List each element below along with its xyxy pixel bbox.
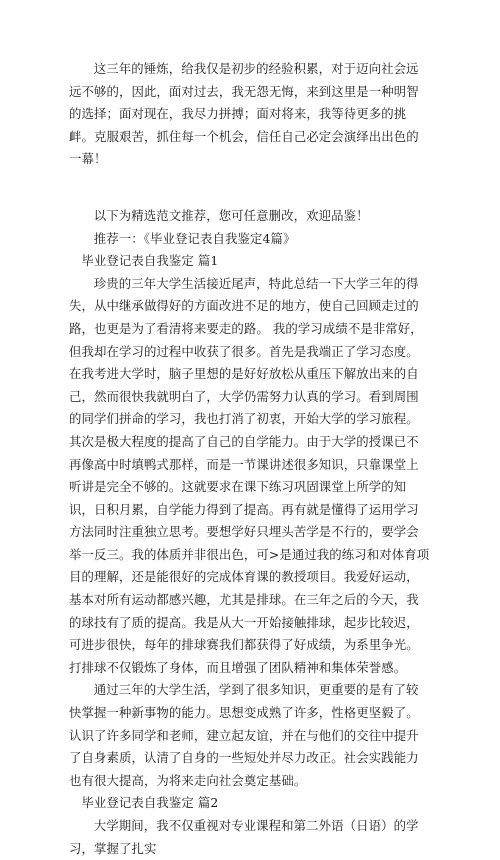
paragraph-section-1-summary: 通过三年的大学生活，学到了很多知识，更重要的是有了较快掌握一种新事物的能力。思想变成熟了许多，性格更坚毅了。认识了许多同学和老师，建立起友谊，并在与他们的交往中提升了自身素质，认清了自身的一些短处并尽力改正。社会实践能力也有很大提高，为将来走向社会奠定基础。	[69, 682, 419, 788]
paragraph-closing: 这三年的锤炼，给我仅是初步的经验积累，对于迈向社会远远不够的，因此，面对过去，我无怨无悔，来到这里是一种明智的选择；面对现在，我尽力拼搏；面对将来，我等待更多的挑衅。克服艰苦，抓住每一个机会，信任自己必定会演绎出出色的一幕！	[69, 61, 419, 167]
paragraph-section-1: 珍贵的三年大学生活接近尾声，特此总结一下大学三年的得失，从中继承做得好的方面改进不足的地方，使自己回顾走过的路，也更是为了看清将来要走的路。 我的学习成绩不是非常好，但我却在学习的过程中收获了很多。首先是我端正了学习态度。在我考进大学时，脑子里想的是好好放松从重压下解放出来的自己，然而很快我就明白了，大学仍需努力认真的学习。看到周围的同学们拼命的学习，我也打消了初衷，开始大学的学习旅程。其次是极大程度的提高了自己的自学能力。由于大学的授课已不再像高中时填鸭式那样，而是一节课讲述很多知识，只靠课堂上听讲是完全不够的。这就要求在课下练习巩固课堂上所学的知识，日积月累，自学能力得到了提高。再有就是懂得了运用学习方法同时注重独立思考。要想学好只埋头苦学是不行的，要学会举一反三。我的体质并非很出色，可>是通过我的练习和对体育项目的理解，还是能很好的完成体育课的教授项目。我爱好运动，基本对所有运动都感兴趣，尤其是排球。在三年之后的今天，我的球技有了质的提高。我是从大一开始接触排球，起步比较迟，可进步很快，每年的排球赛我们都获得了好成绩，为系里争光。打排球不仅锻炼了身体，而且增强了团队精神和集体荣誉感。	[69, 275, 430, 675]
section-heading-2: 毕业登记表自我鉴定 篇2	[81, 795, 219, 811]
recommendation-title: 推荐一：《毕业登记表自我鉴定4篇》	[93, 230, 296, 246]
recommendation-note: 以下为精选范文推荐，您可任意删改，欢迎品鉴！	[93, 207, 369, 223]
paragraph-section-2: 大学期间，我不仅重视对专业课程和第二外语（日语）的学习，掌握了扎实	[69, 818, 419, 856]
section-heading-1: 毕业登记表自我鉴定 篇1	[81, 253, 219, 269]
paragraph-gap	[69, 171, 431, 205]
document-body	[69, 58, 431, 860]
